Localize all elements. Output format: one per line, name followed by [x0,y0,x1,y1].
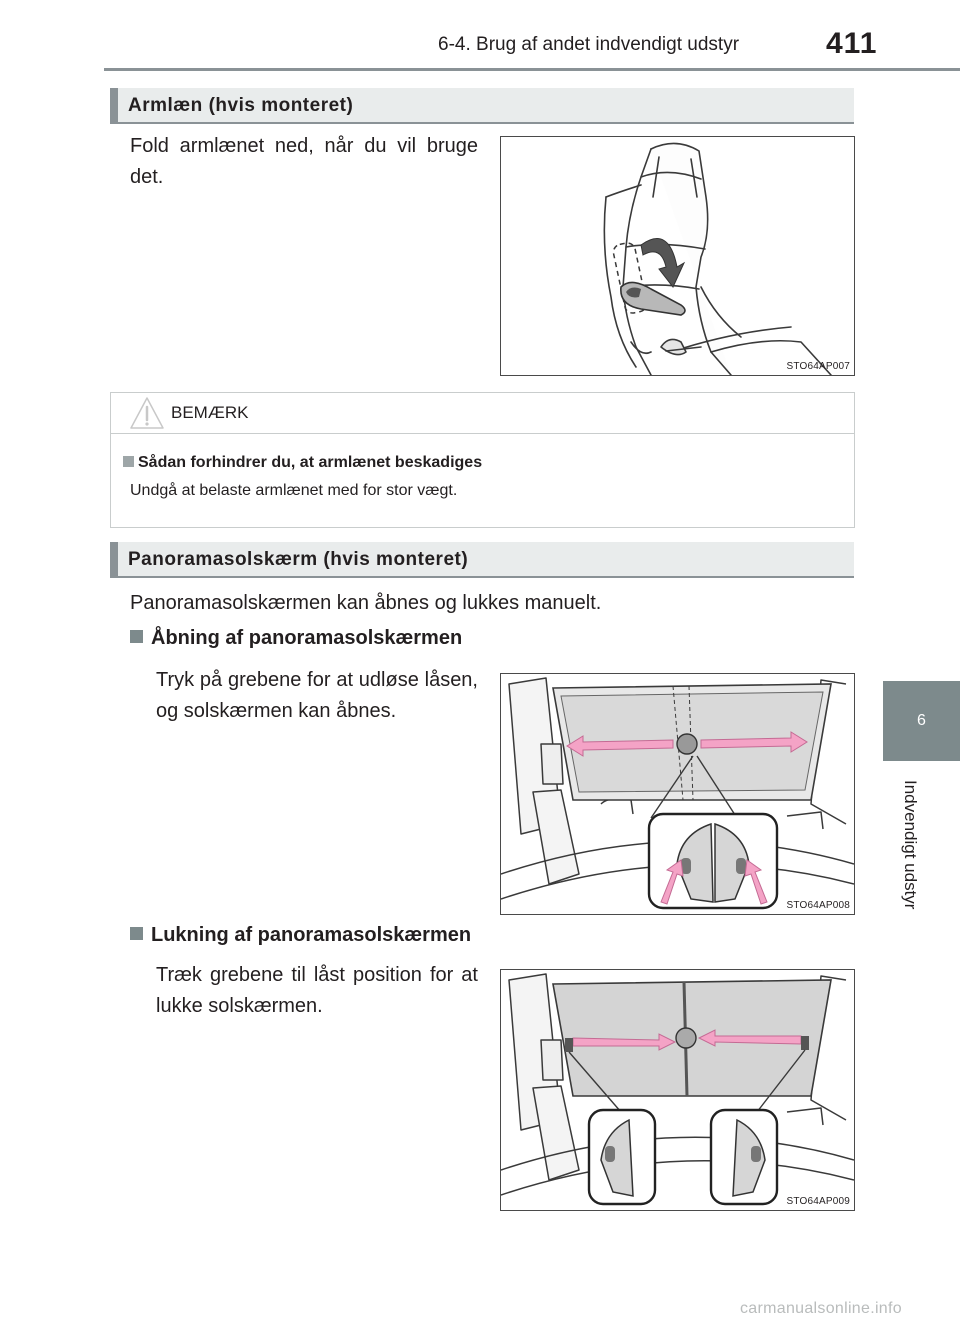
figure-code: STO64AP007 [786,361,850,372]
closing-figure [500,969,855,1211]
opening-text: Tryk på grebene for at udløse låsen, og solskærmen kan åbnes. [156,669,478,722]
seat-illustration [501,137,854,375]
armrest-section-title: Armlæn (hvis monteret) [128,95,354,116]
opening-figure [500,673,855,915]
closing-heading-text: Lukning af panoramasolskærmen [151,924,472,946]
opening-heading [130,627,462,650]
figure-code: STO64AP009 [786,1196,850,1207]
watermark: carmanualsonline.info [740,1300,902,1317]
bullet-square-icon [130,630,143,643]
figure-code: STO64AP008 [786,900,850,911]
notice-text: Undgå at belaste armlænet med for stor vægt. [130,482,458,499]
section-title: 6-4. Brug af andet indvendigt udstyr [438,34,740,55]
sunshade-intro: Panoramasolskærmen kan åbnes og lukkes manuelt. [130,592,602,614]
armrest-section-bar [110,88,854,124]
warning-triangle-icon [129,396,165,430]
armrest-text: Fold armlænet ned, når du vil bruge det. [130,135,478,188]
page-number: 411 [826,27,878,60]
notice-header [111,393,854,434]
closing-heading [130,924,471,947]
notice-title: BEMÆRK [171,403,249,422]
bullet-square-icon [123,456,134,467]
bullet-square-icon [130,927,143,940]
chapter-label-text: Indvendigt udstyr [901,780,920,910]
armrest-down [621,282,685,315]
opening-heading-text: Åbning af panoramasolskærmen [151,627,463,649]
chapter-label [896,780,926,940]
sunshade-section-bar [110,542,854,578]
armrest-figure [500,136,855,376]
sunshade-section-title: Panoramasolskærm (hvis monteret) [128,549,469,570]
sunshade-close-illustration [501,970,854,1210]
closing-text: Træk grebene til låst position for at lukke solskærmen. [156,964,478,1017]
notice-heading [123,454,482,472]
notice-box [110,392,855,528]
notice-heading-text: Sådan forhindrer du, at armlænet beskadiges [138,454,483,471]
sunshade-open-illustration [501,674,854,914]
chapter-tab: 6 [883,681,960,761]
header-rule [104,68,960,71]
